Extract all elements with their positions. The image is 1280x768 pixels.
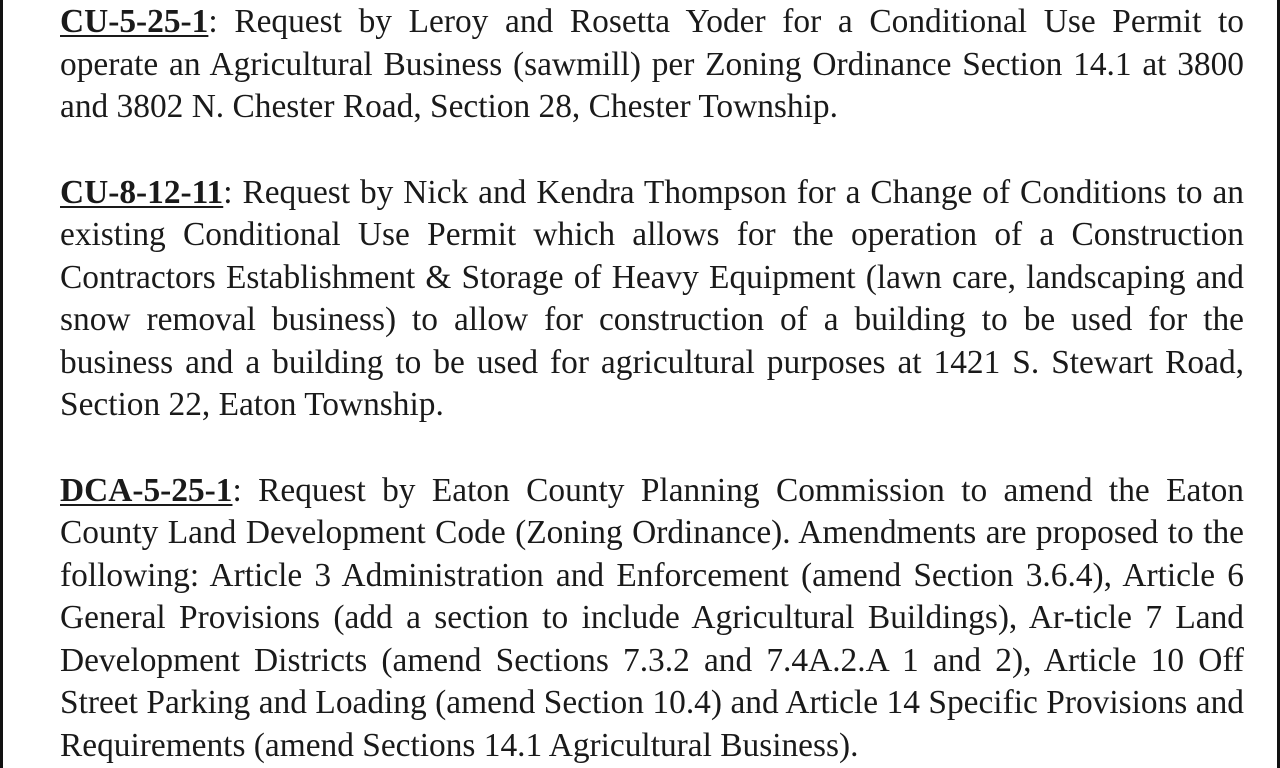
case-code: CU-8-12-11: [60, 173, 224, 211]
case-code: CU-5-25-1: [60, 3, 209, 40]
case-separator: :: [223, 173, 233, 211]
case-entry-cu-5-25-1: [60, 1, 1244, 129]
notice-content: [60, 1, 1244, 767]
case-description: Request by Nick and Kendra Thompson for a Change of Conditions to an existing Conditional Use Permit which allows for the operation of a Construction Contractors Establishment & Storage of Heavy Equipment (lawn care, landscaping and snow removal business) to allow for construction of a building to be used for the business and a building to be used for agricultural purposes at 1421 S. Stewart Road, Section 22, Eaton Township.: [60, 173, 1244, 423]
case-description: Request by Leroy and Rosetta Yoder for a Conditional Use Permit to operate an Agricultural Business (sawmill) per Zoning Ordinance Section 14.1 at 3800 and 3802 N. Chester Road, Section 28, Chester Township.: [60, 3, 1244, 125]
case-code: DCA-5-25-1: [60, 471, 233, 509]
case-description: Request by Eaton County Planning Commission to amend the Eaton County Land Development Code (Zoning Ordinance). Amendments are proposed to the following: Article 3 Administration and Enforcement (amend Section 3.6.4), Article 6 General Provisions (add a section to include Agricultural Buildings), Ar-ticle 7 Land Development Districts (amend Sections 7.3.2 and 7.4A.2.A 1 and 2), Article 10 Off Street Parking and Loading (amend Section 10.4) and Article 14 Specific Provisions and Requirements (amend Sections 14.1 Agricultural Business).: [60, 471, 1244, 764]
case-entry-cu-8-12-11: [60, 172, 1244, 427]
case-entry-dca-5-25-1: [60, 470, 1244, 768]
case-separator: :: [232, 471, 242, 509]
case-separator: :: [208, 3, 218, 40]
